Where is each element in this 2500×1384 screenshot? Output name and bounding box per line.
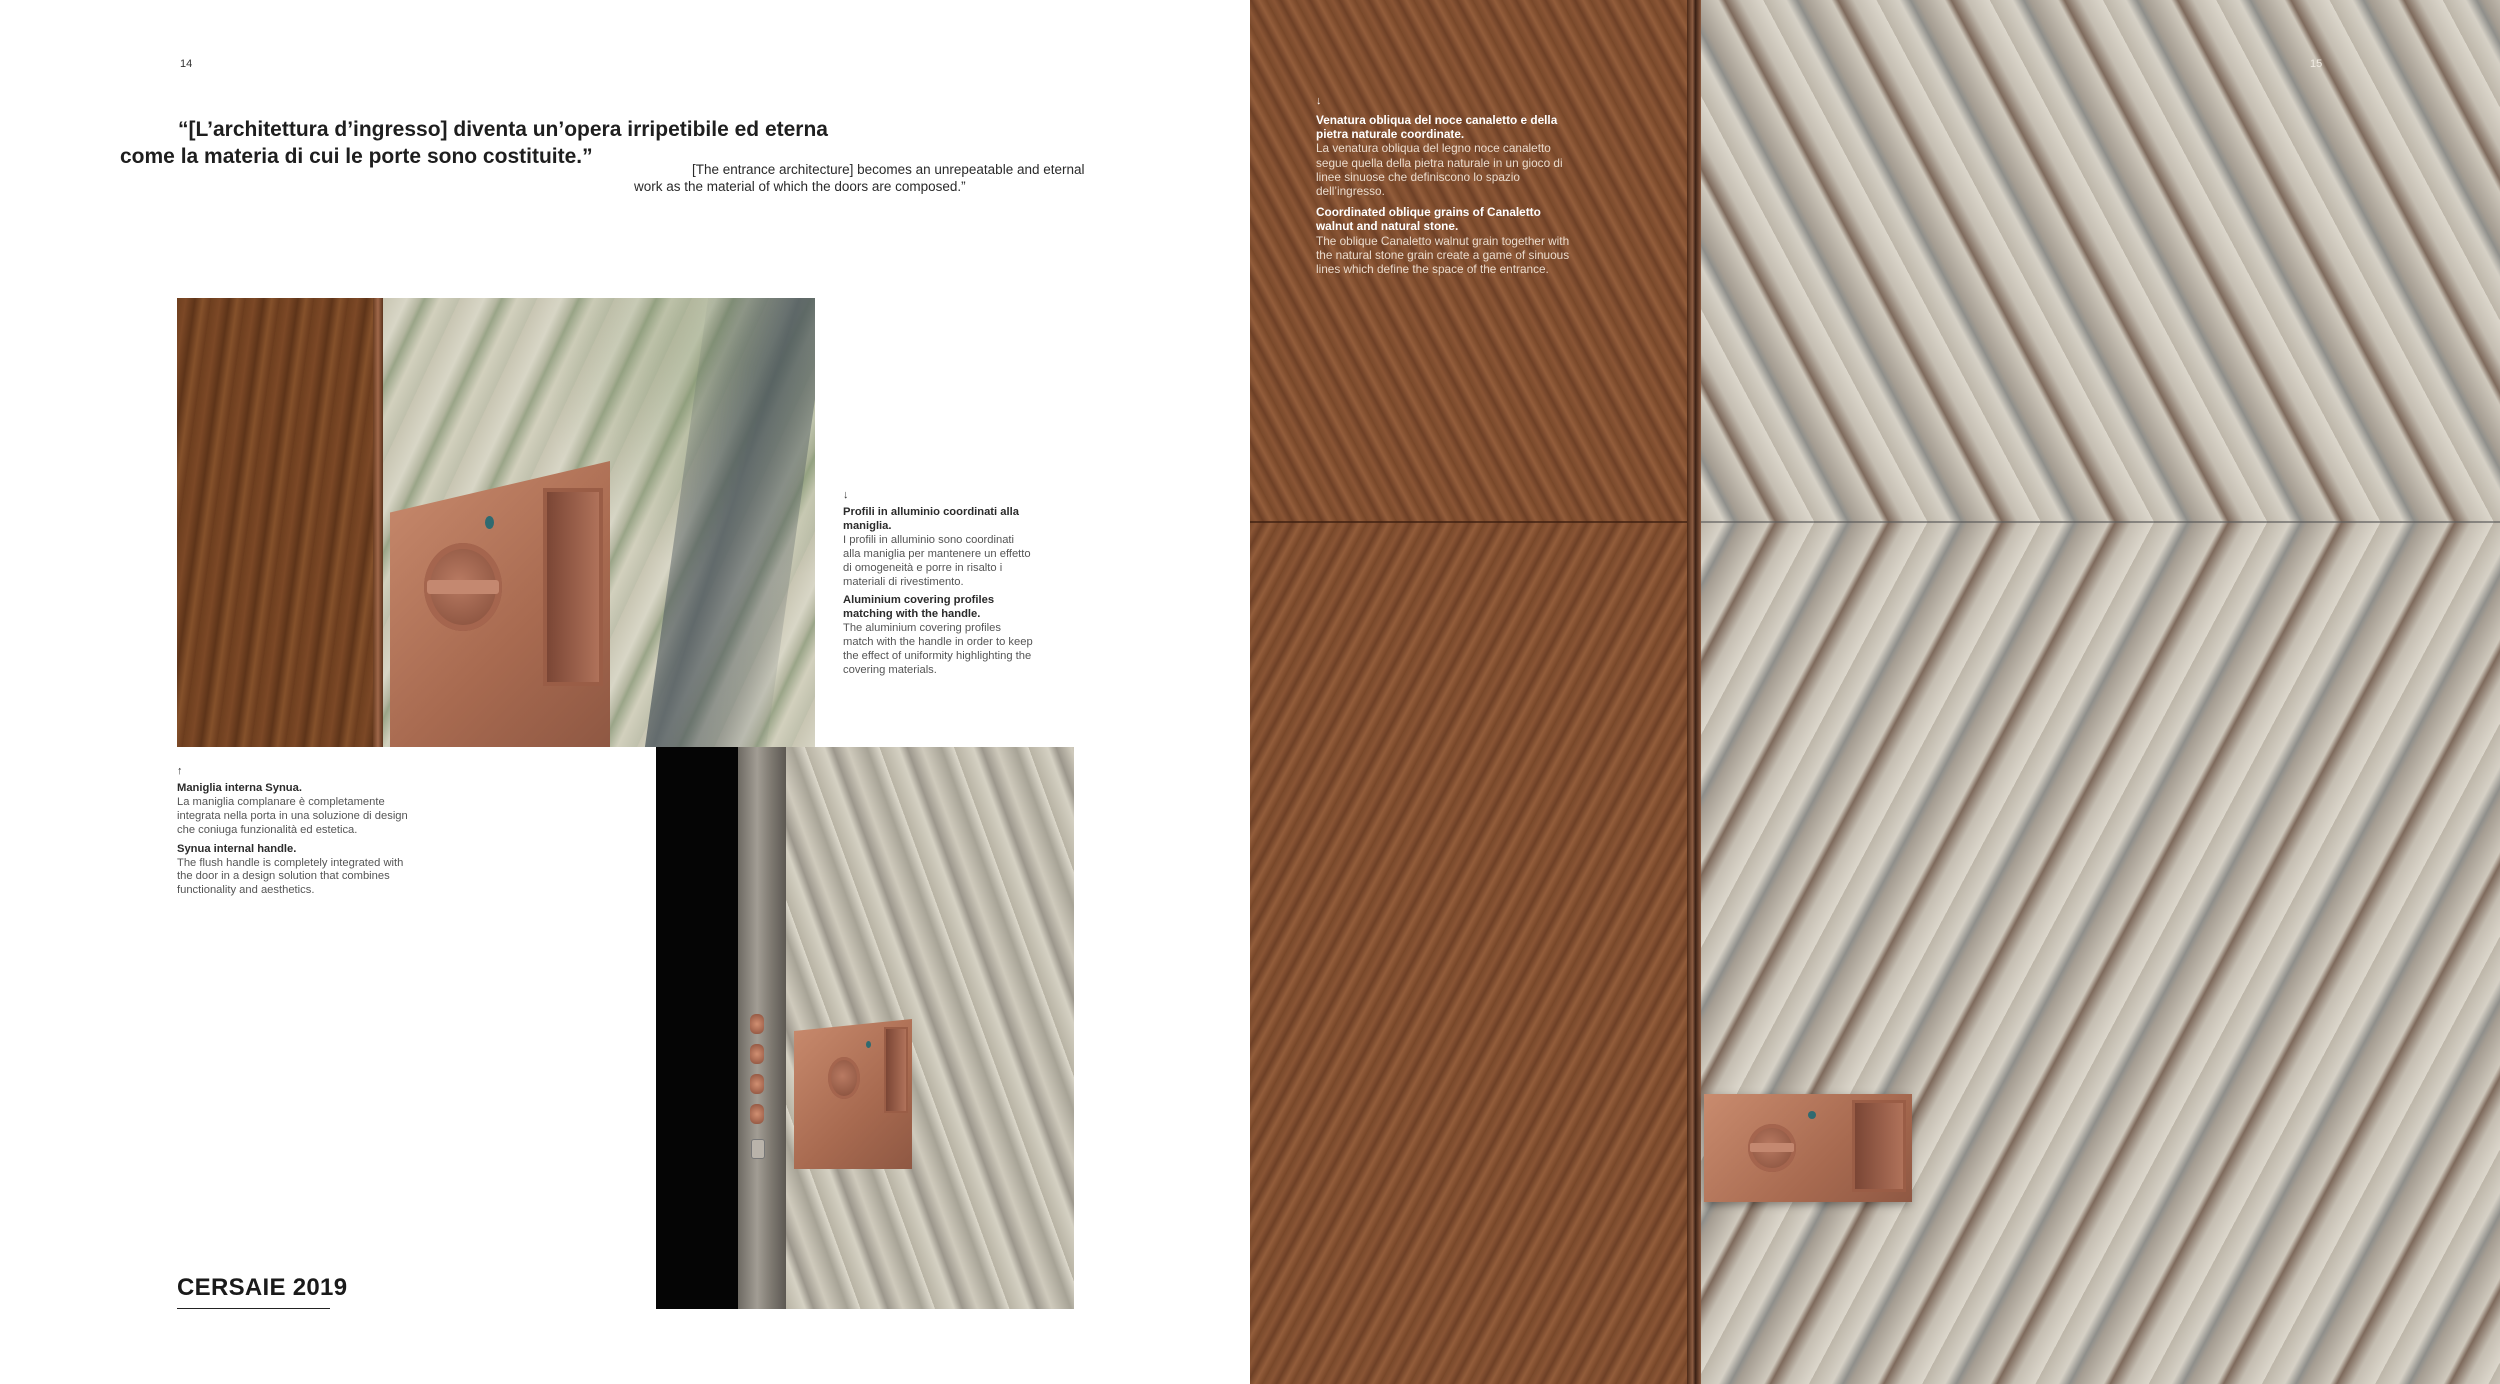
page-number-right: 15 (2310, 58, 2323, 70)
caption-profiles (843, 490, 1033, 683)
lock-turn-bar (427, 580, 499, 594)
event-underline (177, 1308, 330, 1309)
quote-english-line-1: [The entrance architecture] becomes an unrepeatable and eternal (692, 162, 1085, 177)
arrow-down-icon: ↓ (843, 489, 849, 501)
caption-title-english: Aluminium covering profiles matching with the handle. (843, 594, 995, 621)
sensor-dot (1808, 1111, 1816, 1119)
latch (751, 1139, 765, 1159)
caption-title-italian: Venatura obliqua del noce canaletto e della pietra naturale coordinate. (1316, 113, 1558, 142)
marble-panel-lower (1701, 522, 2500, 1384)
caption-grain (1316, 96, 1571, 283)
caption-body-english: The flush handle is completely integrated with the door in a design solution that combines functionality and aesthetics. (177, 856, 404, 897)
lock-bolt-4 (750, 1104, 764, 1124)
quote-italian-line-2: come la materia di cui le porte sono costituite.” (120, 145, 593, 168)
handle-recess (543, 488, 603, 686)
lock-bolt-1 (750, 1014, 764, 1034)
handle-recess (884, 1027, 908, 1113)
caption-title-italian: Profili in alluminio coordinati alla maniglia. (843, 506, 1019, 532)
caption-title-english: Coordinated oblique grains of Canaletto walnut and natural stone. (1316, 205, 1541, 234)
sensor-dot (485, 516, 494, 529)
caption-body-italian: La venatura obliqua del legno noce canaletto segue quella della pietra naturale in un gioco di linee sinuose che definiscono lo spazio dell’ingresso. (1316, 141, 1563, 199)
lock-bolt-3 (750, 1074, 764, 1094)
walnut-panel-lower (1250, 522, 1687, 1384)
quote-english-line-2: work as the material of which the doors are composed.” (634, 179, 966, 194)
photo-door-handle-detail (177, 298, 815, 747)
page-number-left: 14 (180, 58, 193, 70)
lock-turn-bar (1750, 1143, 1794, 1152)
caption-body-italian: La maniglia complanare è completamente integrata nella porta in una soluzione di design che coniuga funzionalità ed estetica. (177, 795, 408, 836)
lock-cylinder-ring (828, 1057, 860, 1099)
walnut-panel (177, 298, 377, 747)
caption-title-italian: Maniglia interna Synua. (177, 782, 302, 794)
caption-handle (177, 766, 417, 903)
event-label: CERSAIE 2019 (177, 1274, 348, 1301)
dark-background (656, 747, 738, 1309)
caption-body-english: The oblique Canaletto walnut grain together with the natural stone grain create a game of sinuous lines which define the space of the entrance. (1316, 233, 1570, 277)
marble-seam (1701, 521, 2500, 523)
arrow-up-icon: ↑ (177, 765, 183, 777)
caption-title-english: Synua internal handle. (177, 842, 297, 855)
lock-bolt-2 (750, 1044, 764, 1064)
quote-italian-line-1: “[L’architettura d’ingresso] diventa un’opera irripetibile ed eterna (178, 118, 828, 141)
aluminium-profile (373, 298, 383, 747)
caption-body-english: The aluminium covering profiles match with the handle in order to keep the effect of uniformity highlighting the covering materials. (843, 622, 1033, 676)
aluminium-profile (1687, 0, 1701, 1384)
marble-panel-upper (1701, 0, 2500, 522)
caption-body-italian: I profili in alluminio sono coordinati alla maniglia per mantenere un effetto di omogeneità e porre in risalto i materiali di rivestimento. (843, 533, 1031, 588)
walnut-seam (1250, 521, 1687, 523)
arrow-down-icon: ↓ (1316, 95, 1322, 107)
handle-recess (1852, 1100, 1906, 1192)
photo-door-edge (656, 747, 1074, 1309)
sensor-dot (866, 1041, 871, 1048)
quote-english (634, 161, 1154, 195)
